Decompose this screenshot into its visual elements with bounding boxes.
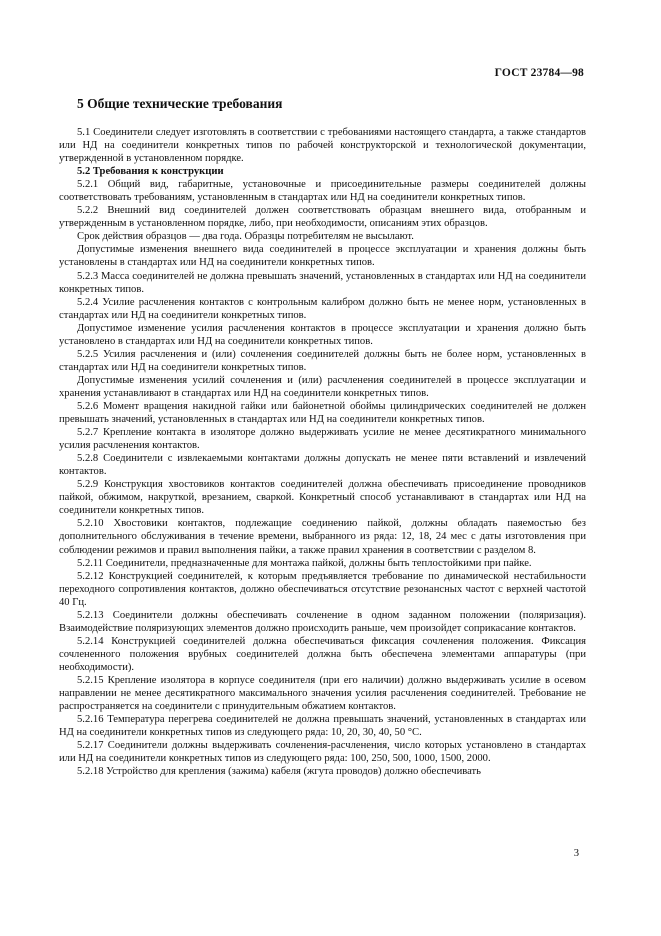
paragraph: 5.1 Соединители следует изготовлять в соответствии с требованиями настоящего стандарта, а также стандартов или НД на соединители конкретных типов по рабочей конструкторской и технологической документации, утвержденной в установленном порядке. — [59, 127, 586, 165]
paragraph: Допустимые изменения внешнего вида соединителей в процессе эксплуатации и хранения должны быть установлены в стандартах или НД на соединители конкретных типов. — [59, 244, 586, 269]
paragraph: 5.2.11 Соединители, предназначенные для монтажа пайкой, должны быть теплостойкими при пайке. — [77, 557, 532, 569]
document-code: ГОСТ 23784—98 — [494, 67, 584, 79]
paragraph: 5.2.17 Соединители должны выдерживать сочленения-расчленения, число которых установлено в стандартах или НД на соединители конкретных типов из следующего ряда: 100, 250, 500, 1000, 1500, 2000. — [59, 740, 586, 765]
paragraph: 5.2.15 Крепление изолятора в корпусе соединителя (при его наличии) должно выдерживать усилие в осевом направлении не менее десятикратного максимального значения усилия расчленения соединителей. Требование не распространяется на соединители с принудительным обжатием контактов. — [59, 674, 586, 713]
paragraph: 5.2.18 Устройство для крепления (зажима) кабеля (жгута проводов) должно обеспечивать — [77, 766, 481, 778]
paragraph: 5.2.10 Хвостовики контактов, подлежащие соединению пайкой, должны обладать паяемостью без дополнительного обслуживания в течение времени, выбранного из ряда: 12, 18, 24 мес с даты изготовления при соблюдении режимов и правил выполнения пайки, а также правил хранения в соответствии с разделом 8. — [59, 518, 586, 556]
paragraph: 5.2.5 Усилия расчленения и (или) сочленения соединителей должны быть не более норм, установленных в стандартах или НД на соединители конкретных типов. — [59, 348, 586, 373]
paragraph: 5.2.14 Конструкцией соединителей должна обеспечиваться фиксация сочленения положения. Фиксация сочлененного положения врубных соединителей должна быть обеспечена элементами аппаратуры (при необходимости). — [59, 635, 586, 673]
paragraph: 5.2.1 Общий вид, габаритные, установочные и присоединительные размеры соединителей должны соответствовать требованиям, установленным в стандартах или НД на соединители конкретных типов. — [59, 179, 586, 204]
paragraph: 5.2.7 Крепление контакта в изоляторе должно выдерживать усилие не менее десятикратного минимального усилия расчленения контактов. — [59, 427, 586, 452]
subsection-heading: 5.2 Требования к конструкции — [77, 166, 224, 178]
paragraph: 5.2.13 Соединители должны обеспечивать сочленение в одном заданном положении (поляризация). Взаимодействие поляризующих элементов должно происходить раньше, чем произойдет соприкасание контактов. — [59, 609, 586, 634]
paragraph: 5.2.2 Внешний вид соединителей должен соответствовать образцам внешнего вида, отобранным и утвержденным в установленном порядке, либо, при необходимости, описаниям этих образцов. — [59, 205, 586, 230]
paragraph: 5.2.9 Конструкция хвостовиков контактов соединителей должна обеспечивать присоединение проводников пайкой, обжимом, накруткой, врезанием, сваркой. Конкретный способ устанавливают в стандартах или НД на соединители конкретных типов. — [59, 479, 586, 517]
paragraph: 5.2.6 Момент вращения накидной гайки или байонетной обоймы цилиндрических соединителей не должен превышать значений, установленных в стандартах или НД на соединители конкретных типов. — [59, 400, 586, 426]
paragraph: 5.2.16 Температура перегрева соединителей не должна превышать значений, установленных в стандартах или НД на соединители конкретных типов из следующего ряда: 10, 20, 30, 40, 50 °С. — [59, 714, 586, 739]
paragraph: Допустимые изменения усилий сочленения и (или) расчленения соединителей в процессе эксплуатации и хранения устанавливают в стандартах или НД на соединители конкретных типов. — [59, 374, 586, 399]
paragraph: Срок действия образцов — два года. Образцы потребителям не высылают. — [77, 231, 414, 243]
paragraph: 5.2.12 Конструкцией соединителей, к которым предъявляется требование по динамической нестабильности переходного сопротивления контактов, должно обеспечиваться отсутствие резонансных частот с верхней частотой 40 Гц. — [59, 570, 586, 608]
paragraph: Допустимое изменение усилия расчленения контактов в процессе эксплуатации и хранения должно быть установлено в стандартах или НД на соединители конкретных типов. — [59, 322, 586, 347]
body-text — [59, 126, 586, 778]
paragraph: 5.2.4 Усилие расчленения контактов с контрольным калибром должно быть не менее норм, установленных в стандартах или НД на соединители конкретных типов. — [59, 296, 586, 321]
paragraph: 5.2.8 Соединители с извлекаемыми контактами должны допускать не менее пяти вставлений и извлечений контактов. — [59, 453, 586, 478]
paragraph: 5.2.3 Масса соединителей не должна превышать значений, установленных в стандартах или НД на соединители конкретных типов. — [59, 270, 586, 295]
page-number: 3 — [573, 848, 579, 859]
section-title: 5 Общие технические требования — [77, 96, 283, 111]
